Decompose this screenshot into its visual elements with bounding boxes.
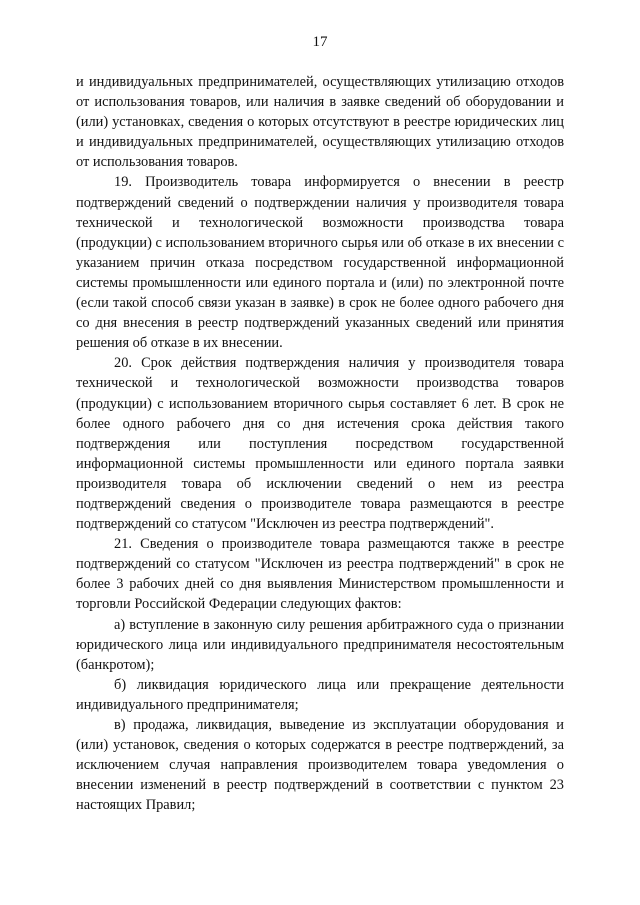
paragraph-continuation: и индивидуальных предпринимателей, осуществляющих утилизацию отходов от использования товаров, или наличия в заявке сведений об оборудовании и (или) установках, сведения о которых отсутствуют в реестре юридических лиц и индивидуальных предпринимателей, осуществляющих утилизацию отходов от использования товаров. [76,74,564,171]
list-item-b: б) ликвидация юридического лица или прекращение деятельности индивидуального предпринимателя; [76,676,564,713]
page-number: 17 [312,34,328,50]
paragraph-19: 19. Производитель товара информируется о внесении в реестр подтверждений сведений о подтверждении наличия у производителя товара технической и технологической возможности производства товара (продукции) с использованием вторичного сырья или об отказе в их внесении с указанием причин отказа посредством государственной информационной системы промышленности или единого портала и (или) по электронной почте (если такой способ связи указан в заявке) в срок не более одного рабочего дня со дня внесения в реестр подтверждений указанных сведений или принятия решения об отказе в их внесении. [76,174,564,352]
list-item-v: в) продажа, ликвидация, выведение из эксплуатации оборудования и (или) установок, сведения о которых содержатся в реестре подтверждений, за исключением случая направления производителем товара уведомления о внесении изменений в реестр подтверждений в соответствии с пунктом 23 настоящих Правил; [76,717,564,814]
document-body [76,72,564,815]
list-item-a: а) вступление в законную силу решения арбитражного суда о признании юридического лица или индивидуального предпринимателя несостоятельным (банкротом); [76,616,564,673]
paragraph-21: 21. Сведения о производителе товара размещаются также в реестре подтверждений со статусом "Исключен из реестра подтверждений" в срок не более 3 рабочих дней со дня выявления Министерством промышленности и торговли Российской Федерации следующих фактов: [76,536,564,613]
paragraph-20: 20. Срок действия подтверждения наличия у производителя товара технической и технологической возможности производства товаров (продукции) с использованием вторичного сырья составляет 6 лет. В срок не более одного рабочего дня со дня истечения срока действия такого подтверждения или поступления посредством государственной информационной системы промышленности или единого портала заявки производителя товара об исключении сведений о нем из реестра подтверждений сведения о производителе товара размещаются в реестре подтверждений со статусом "Исключен из реестра подтверждений". [76,355,564,533]
